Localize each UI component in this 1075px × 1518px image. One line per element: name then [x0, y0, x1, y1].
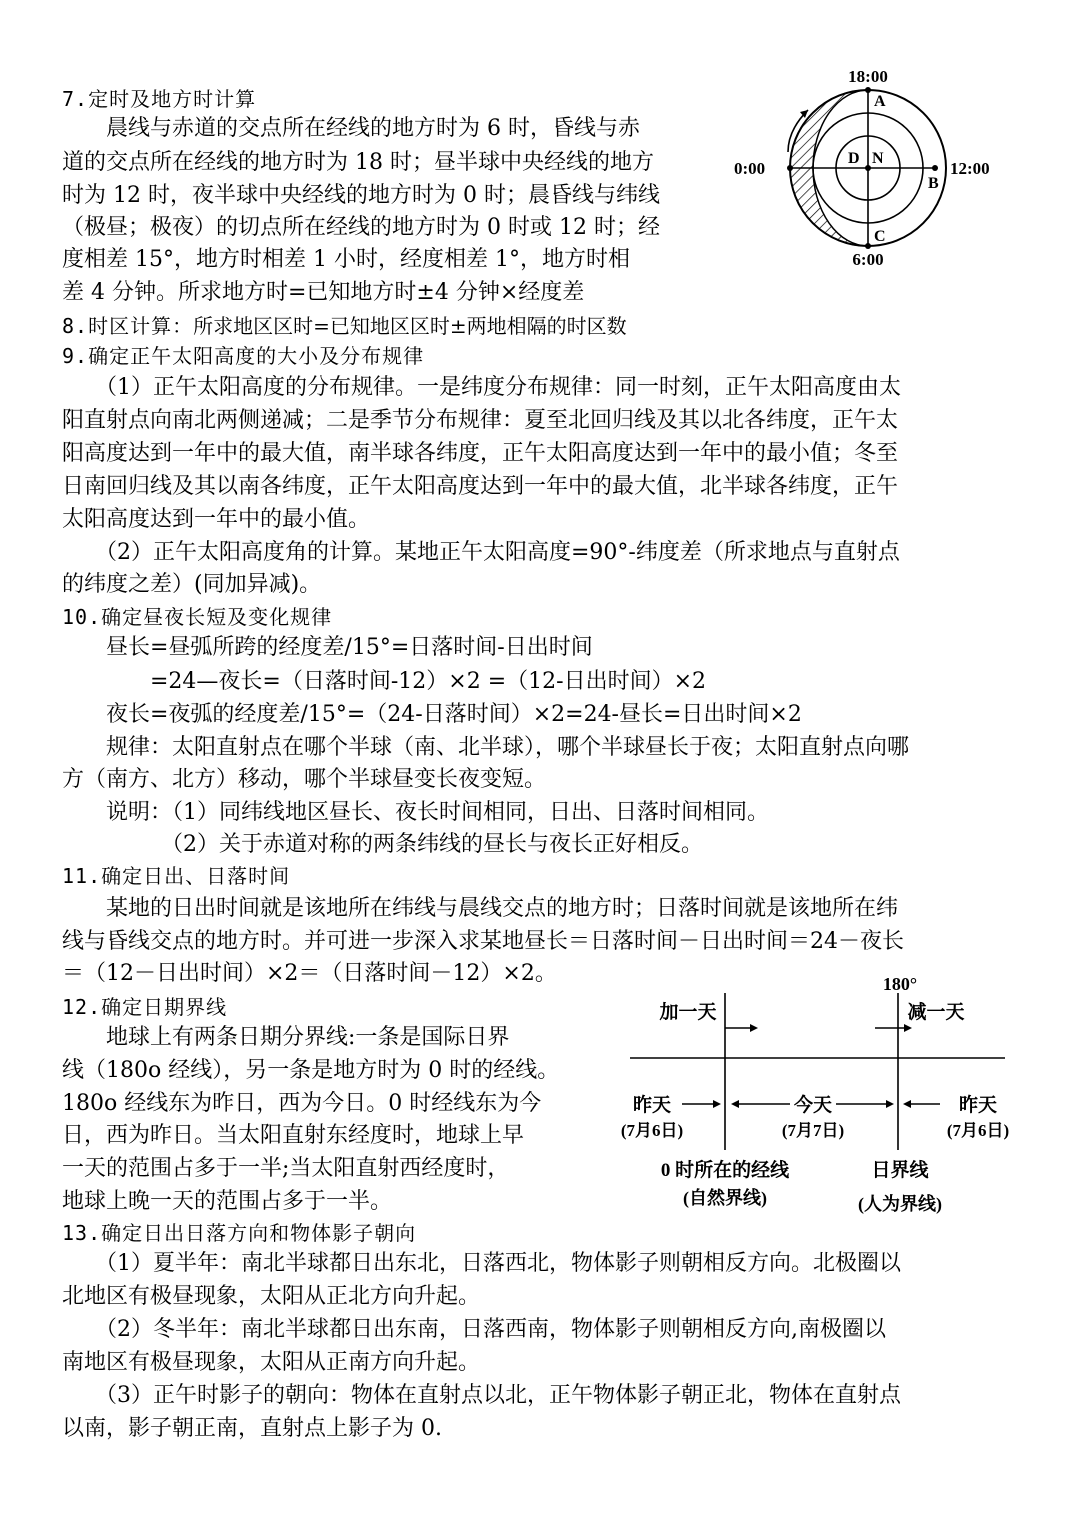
point-n	[865, 165, 871, 171]
paragraph-line: （1）夏半年：南北半球都日出东北，日落西北，物体影子则朝相反方向。北极圈以	[62, 1251, 901, 1276]
label-jul6-left: (7月6日)	[620, 1121, 684, 1140]
point-c	[865, 243, 871, 249]
formula-line: 昼长=昼弧所跨的经度差/15°=日落时间-日出时间	[62, 635, 593, 660]
paragraph-line: 规律：太阳直射点在哪个半球（南、北半球），哪个半球昼长于夜；太阳直射点向哪	[62, 735, 910, 760]
formula-line: 夜长=夜弧的经度差/15°=（24-日落时间）×2=24-昼长=日出时间×2	[62, 702, 802, 727]
paragraph-line: （2）关于赤道对称的两条纬线的昼长与夜长正好相反。	[62, 832, 703, 857]
label-zero-meridian: 0 时所在的经线	[660, 1160, 790, 1181]
section-11-heading: 11.确定日出、日落时间	[62, 864, 291, 888]
paragraph-line: 地球上晚一天的范围占多于一半。	[62, 1189, 393, 1214]
paragraph-line: 方（南方、北方）移动，哪个半球昼变长夜变短。	[62, 767, 547, 792]
paragraph-line: 线与昏线交点的地方时。并可进一步深入求某地昼长＝日落时间－日出时间＝24－夜长	[62, 929, 904, 954]
paragraph-line: 北地区有极昼现象，太阳从正北方向升起。	[62, 1284, 481, 1309]
section-8-text: 所求地区区时=已知地区区时±两地相隔的时区数	[193, 314, 627, 338]
section-13-heading: 13.确定日出日落方向和物体影子朝向	[62, 1221, 417, 1245]
paragraph-line: 度相差 15°，地方时相差 1 小时，经度相差 1°，地方时相	[62, 247, 630, 272]
label-yesterday-right: 昨天	[958, 1095, 998, 1116]
paragraph-line: 的纬度之差）(同加异减)。	[62, 572, 322, 597]
paragraph-line: （2）正午太阳高度角的计算。某地正午太阳高度=90°-纬度差（所求地点与直射点	[62, 540, 900, 565]
section-10-heading: 10.确定昼夜长短及变化规律	[62, 605, 333, 629]
paragraph-line: （3）正午时影子的朝向：物体在直射点以北，正午物体影子朝正北，物体在直射点	[62, 1383, 901, 1408]
paragraph-line: 南地区有极昼现象，太阳从正南方向升起。	[62, 1350, 481, 1375]
paragraph-line: 日南回归线及其以南各纬度，正午太阳高度达到一年中的最大值，北半球各纬度，正午	[62, 474, 899, 499]
paragraph-line: ＝（12－日出时间）×2＝（日落时间－12）×2。	[62, 961, 557, 986]
paragraph-line: 180o 经线东为昨日，西为今日。0 时经线东为今	[62, 1091, 542, 1116]
label-yesterday-left: 昨天	[632, 1095, 672, 1116]
paragraph-line: 某地的日出时间就是该地所在纬线与晨线交点的地方时；日落时间就是该地所在纬	[62, 896, 899, 921]
label-date-line: 日界线	[871, 1160, 929, 1181]
label-today: 今天	[793, 1095, 833, 1116]
label-natural-line: (自然界线)	[683, 1188, 767, 1208]
paragraph-line: 晨线与赤道的交点所在经线的地方时为 6 时，昏线与赤	[62, 116, 640, 141]
polar-day-night-figure	[730, 60, 1030, 275]
paragraph-line: 时为 12 时，夜半球中央经线的地方时为 0 时；晨昏线与纬线	[62, 183, 660, 208]
label-0: 0:00	[734, 159, 766, 178]
paragraph-line: （极昼；极夜）的切点所在经线的地方时为 0 时或 12 时；经	[62, 215, 660, 240]
paragraph-line: 日，西为昨日。当太阳直射东经度时，地球上早	[62, 1123, 525, 1148]
paragraph-line: 太阳高度达到一年中的最小值。	[62, 507, 371, 532]
section-8-heading: 8.时区计算：	[62, 314, 194, 338]
paragraph-line: （2）冬半年：南北半球都日出东南，日落西南，物体影子则朝相反方向,南极圈以	[62, 1317, 886, 1342]
label-c: C	[874, 228, 886, 245]
paragraph-line: 说明：（1）同纬线地区昼长、夜长时间相同，日出、日落时间相同。	[62, 800, 769, 825]
point-b	[932, 165, 938, 171]
label-180: 180°	[882, 974, 918, 994]
paragraph-line: 阳直射点向南北两侧递减；二是季节分布规律：夏至北回归线及其以北各纬度，正午太	[62, 408, 899, 433]
formula-line: =24—夜长=（日落时间-12）×2 =（12-日出时间）×2	[62, 669, 707, 694]
label-12: 12:00	[950, 159, 990, 178]
section-8	[62, 313, 627, 340]
paragraph-line: 差 4 分钟。所求地方时=已知地方时±4 分钟×经度差	[62, 280, 585, 305]
section-7-heading: 7.定时及地方时计算	[62, 87, 257, 111]
date-line-figure	[600, 968, 1030, 1223]
label-a: A	[874, 93, 886, 110]
arrow-right-icon	[713, 1100, 721, 1108]
arrow-right-icon	[904, 1024, 912, 1032]
label-b: B	[928, 175, 939, 192]
point-a	[865, 87, 871, 93]
label-jul6-right: (7月6日)	[946, 1121, 1010, 1140]
label-sub-day: 减一天	[907, 1002, 965, 1023]
paragraph-line: 一天的范围占多于一半;当太阳直射西经度时，	[62, 1156, 510, 1181]
label-d: D	[848, 150, 860, 167]
paragraph-line: 线（180o 经线），另一条是地方时为 0 时的经线。	[62, 1058, 560, 1083]
label-n: N	[872, 150, 884, 167]
paragraph-line: 阳高度达到一年中的最大值，南半球各纬度，正午太阳高度达到一年中的最小值；冬至	[62, 441, 899, 466]
arrow-right-icon	[750, 1024, 758, 1032]
point-west	[787, 165, 793, 171]
paragraph-line: （1）正午太阳高度的分布规律。一是纬度分布规律：同一时刻，正午太阳高度由太	[62, 375, 901, 400]
paragraph-line: 道的交点所在经线的地方时为 18 时；昼半球中央经线的地方	[62, 150, 654, 175]
label-6: 6:00	[852, 250, 884, 269]
label-jul7: (7月7日)	[781, 1121, 845, 1140]
label-man-made-line: (人为界线)	[858, 1194, 942, 1214]
label-add-day: 加一天	[659, 1002, 717, 1023]
paragraph-line: 以南，影子朝正南，直射点上影子为 0.	[62, 1416, 442, 1441]
section-12-heading: 12.确定日期界线	[62, 995, 228, 1019]
arrow-right-icon	[886, 1100, 894, 1108]
label-18: 18:00	[848, 67, 888, 86]
paragraph-line: 地球上有两条日期分界线:一条是国际日界	[62, 1025, 510, 1050]
section-9-heading: 9.确定正午太阳高度的大小及分布规律	[62, 344, 425, 368]
